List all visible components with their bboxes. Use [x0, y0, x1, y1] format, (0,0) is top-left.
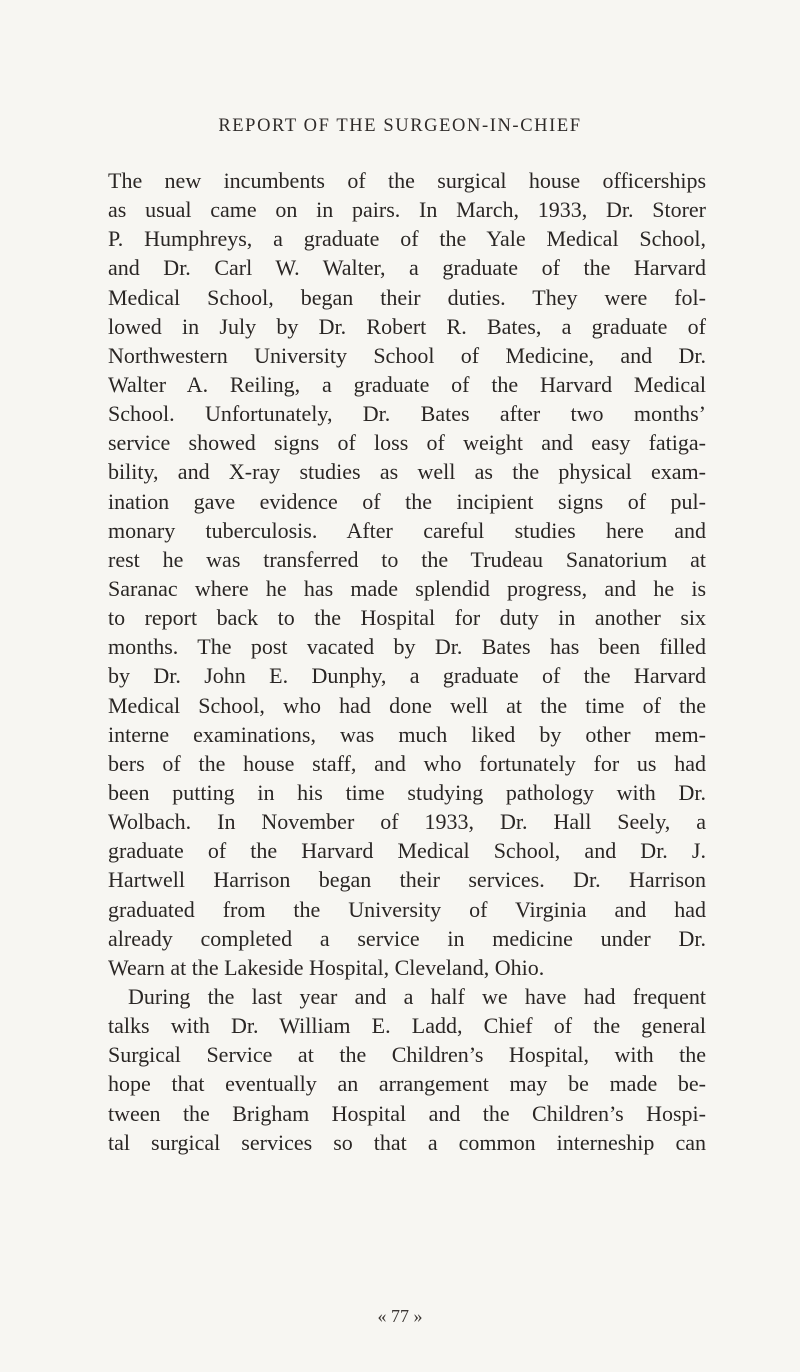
text-line: hope that eventually an arrangement may be made be-: [108, 1071, 706, 1097]
text-line: bers of the house staff, and who fortunately for us had: [108, 750, 706, 776]
text-line: talks with Dr. William E. Ladd, Chief of the general: [108, 1013, 706, 1039]
text-line: tal surgical services so that a common interneship can: [108, 1129, 706, 1155]
text-line: ination gave evidence of the incipient signs of pul-: [108, 488, 706, 514]
page-number: « 77 »: [377, 1306, 423, 1326]
text-line: service showed signs of loss of weight and easy fatiga-: [108, 430, 706, 456]
text-line: monary tuberculosis. After careful studies here and: [108, 517, 706, 543]
text-line: as usual came on in pairs. In March, 1933, Dr. Storer: [108, 197, 706, 223]
text-line: Medical School, who had done well at the time of the: [108, 692, 706, 718]
text-line: Wolbach. In November of 1933, Dr. Hall Seely, a: [108, 809, 706, 835]
text-line: to report back to the Hospital for duty in another six: [108, 605, 706, 631]
text-line: P. Humphreys, a graduate of the Yale Medical School,: [108, 226, 706, 252]
text-line: lowed in July by Dr. Robert R. Bates, a graduate of: [108, 313, 706, 339]
paragraph-end-line: Wearn at the Lakeside Hospital, Cleveland, Ohio.: [108, 954, 545, 980]
text-line: bility, and X-ray studies as well as the physical exam-: [108, 459, 706, 485]
text-line: Walter A. Reiling, a graduate of the Harvard Medical: [108, 371, 706, 397]
text-line: Hartwell Harrison began their services. Dr. Harrison: [108, 867, 706, 893]
text-line: graduate of the Harvard Medical School, and Dr. J.: [108, 838, 706, 864]
text-line: Saranac where he has made splendid progress, and he is: [108, 575, 706, 601]
text-line: been putting in his time studying pathology with Dr.: [108, 779, 706, 805]
text-line: rest he was transferred to the Trudeau Sanatorium at: [108, 546, 706, 572]
paragraph-start-line: During the last year and a half we have had frequent: [128, 983, 706, 1009]
text-line: School. Unfortunately, Dr. Bates after two months’: [108, 401, 706, 427]
text-line: months. The post vacated by Dr. Bates has been filled: [108, 634, 706, 660]
text-line: and Dr. Carl W. Walter, a graduate of the Harvard: [108, 255, 706, 281]
text-line: Medical School, began their duties. They were fol-: [108, 284, 706, 310]
running-head: REPORT OF THE SURGEON-IN-CHIEF: [218, 116, 582, 136]
text-line: The new incumbents of the surgical house officerships: [108, 168, 706, 193]
text-line: interne examinations, was much liked by other mem-: [108, 721, 706, 747]
text-line: by Dr. John E. Dunphy, a graduate of the Harvard: [108, 663, 706, 689]
text-line: Surgical Service at the Children’s Hospital, with the: [108, 1042, 706, 1068]
text-line: graduated from the University of Virginia and had: [108, 896, 706, 922]
text-line: tween the Brigham Hospital and the Children’s Hospi-: [108, 1100, 706, 1126]
body-text: [108, 166, 706, 1157]
text-line: already completed a service in medicine under Dr.: [108, 925, 706, 951]
text-line: Northwestern University School of Medicine, and Dr.: [108, 342, 706, 368]
